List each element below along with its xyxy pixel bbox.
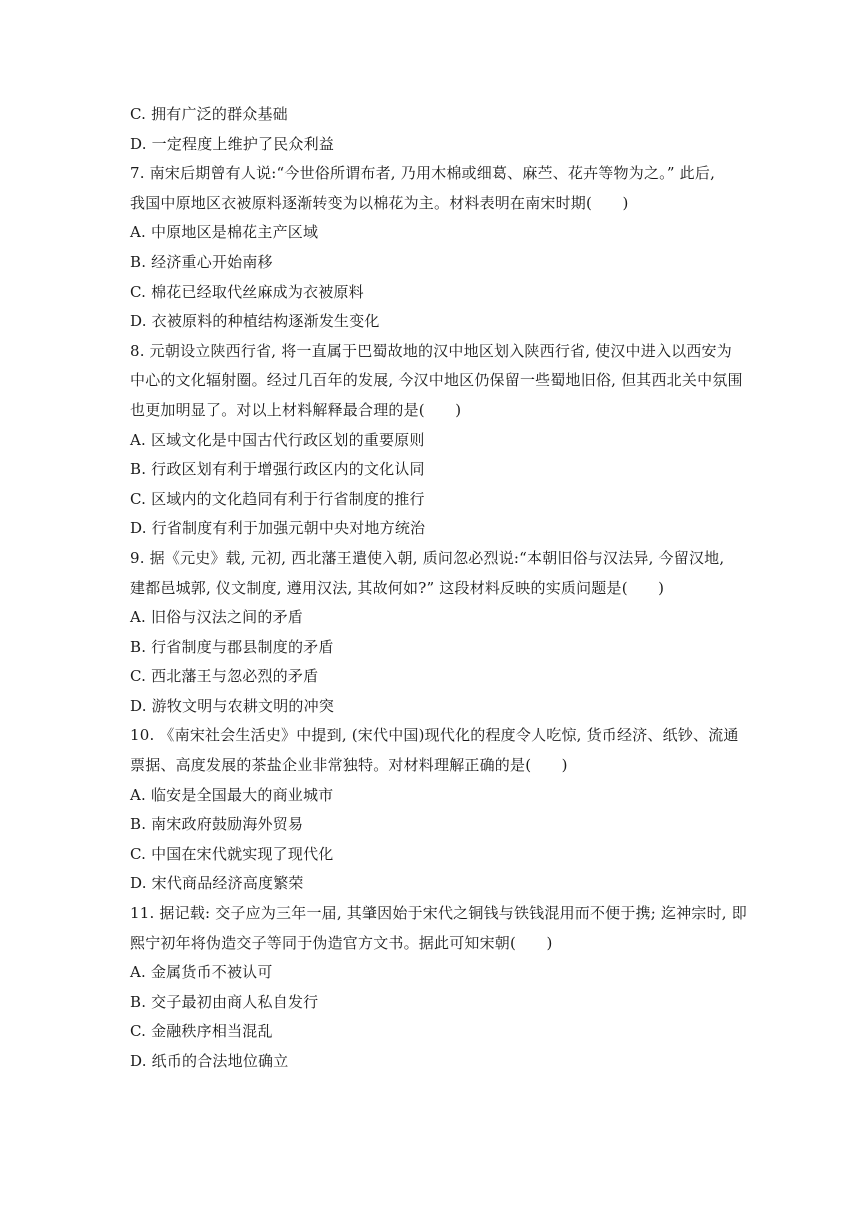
question-stem-line: 9. 据《元史》载, 元初, 西北藩王遣使入朝, 质问忽必烈说:“本朝旧俗与汉法异, 今留汉地, — [130, 548, 725, 567]
question-stem-line: 我国中原地区衣被原料逐渐转变为以棉花为主。材料表明在南宋时期( ) — [130, 193, 629, 212]
option-d: D. 衣被原料的种植结构逐渐发生变化 — [130, 312, 380, 331]
question-8 — [130, 341, 743, 539]
option-d: D. 一定程度上维护了民众利益 — [130, 134, 335, 153]
option-c: C. 中国在宋代就实现了现代化 — [130, 844, 334, 863]
exam-page — [130, 104, 747, 1081]
question-7 — [130, 163, 730, 331]
option-b: B. 交子最初由商人私自发行 — [130, 992, 319, 1011]
option-a: A. 旧俗与汉法之间的矛盾 — [130, 608, 303, 627]
question-9 — [130, 548, 730, 716]
question-stem-line: 也更加明显了。对以上材料解释最合理的是( ) — [130, 400, 462, 419]
question-stem-line: 票据、高度发展的茶盐企业非常独特。对材料理解正确的是( ) — [130, 756, 568, 775]
option-c: C. 棉花已经取代丝麻成为衣被原料 — [130, 282, 364, 301]
option-b: B. 南宋政府鼓励海外贸易 — [130, 815, 304, 834]
question-stem-line: 中心的文化辐射圈。经过几百年的发展, 今汉中地区仍保留一些蜀地旧俗, 但其西北关中氛围 — [130, 371, 743, 390]
option-d: D. 宋代商品经济高度繁荣 — [130, 874, 304, 893]
option-d: D. 游牧文明与农耕文明的冲突 — [130, 696, 335, 715]
question-stem-line: 10. 《南宋社会生活史》中提到, (宋代中国)现代化的程度令人吃惊, 货币经济、纸钞、流通 — [130, 726, 739, 745]
option-a: A. 中原地区是棉花主产区域 — [130, 223, 319, 242]
option-b: B. 经济重心开始南移 — [130, 252, 273, 271]
option-c: C. 拥有广泛的群众基础 — [130, 105, 288, 123]
option-c: C. 西北藩王与忽必烈的矛盾 — [130, 667, 319, 686]
question-stem-line: 7. 南宋后期曾有人说:“今世俗所谓布者, 乃用木棉或细葛、麻苎、花卉等物为之。” 此后, — [130, 164, 716, 183]
question-stem-line: 建都邑城郭, 仪文制度, 遵用汉法, 其故何如?” 这段材料反映的实质问题是( ) — [130, 578, 665, 597]
question-11 — [130, 903, 747, 1071]
question-stem-line: 8. 元朝设立陕西行省, 将一直属于巴蜀故地的汉中地区划入陕西行省, 使汉中进入以西安为 — [130, 341, 732, 360]
question-stem-line: 熙宁初年将伪造交子等同于伪造官方文书。据此可知宋朝( ) — [130, 933, 553, 952]
option-a: A. 区域文化是中国古代行政区划的重要原则 — [130, 430, 425, 449]
question-stem-line: 11. 据记载: 交子应为三年一届, 其肇因始于宋代之铜钱与铁钱混用而不便于携; 迄神宗时, 即 — [130, 904, 747, 923]
option-c: C. 金融秩序相当混乱 — [130, 1022, 273, 1041]
option-d: D. 行省制度有利于加强元朝中央对地方统治 — [130, 519, 426, 538]
previous-question-options — [130, 104, 730, 154]
option-a: A. 金属货币不被认可 — [130, 963, 273, 982]
option-b: B. 行政区划有利于增强行政区内的文化认同 — [130, 460, 425, 479]
option-a: A. 临安是全国最大的商业城市 — [130, 785, 334, 804]
option-b: B. 行省制度与郡县制度的矛盾 — [130, 637, 334, 656]
option-d: D. 纸币的合法地位确立 — [130, 1052, 289, 1070]
option-c: C. 区域内的文化趋同有利于行省制度的推行 — [130, 489, 425, 508]
question-10 — [130, 725, 739, 893]
